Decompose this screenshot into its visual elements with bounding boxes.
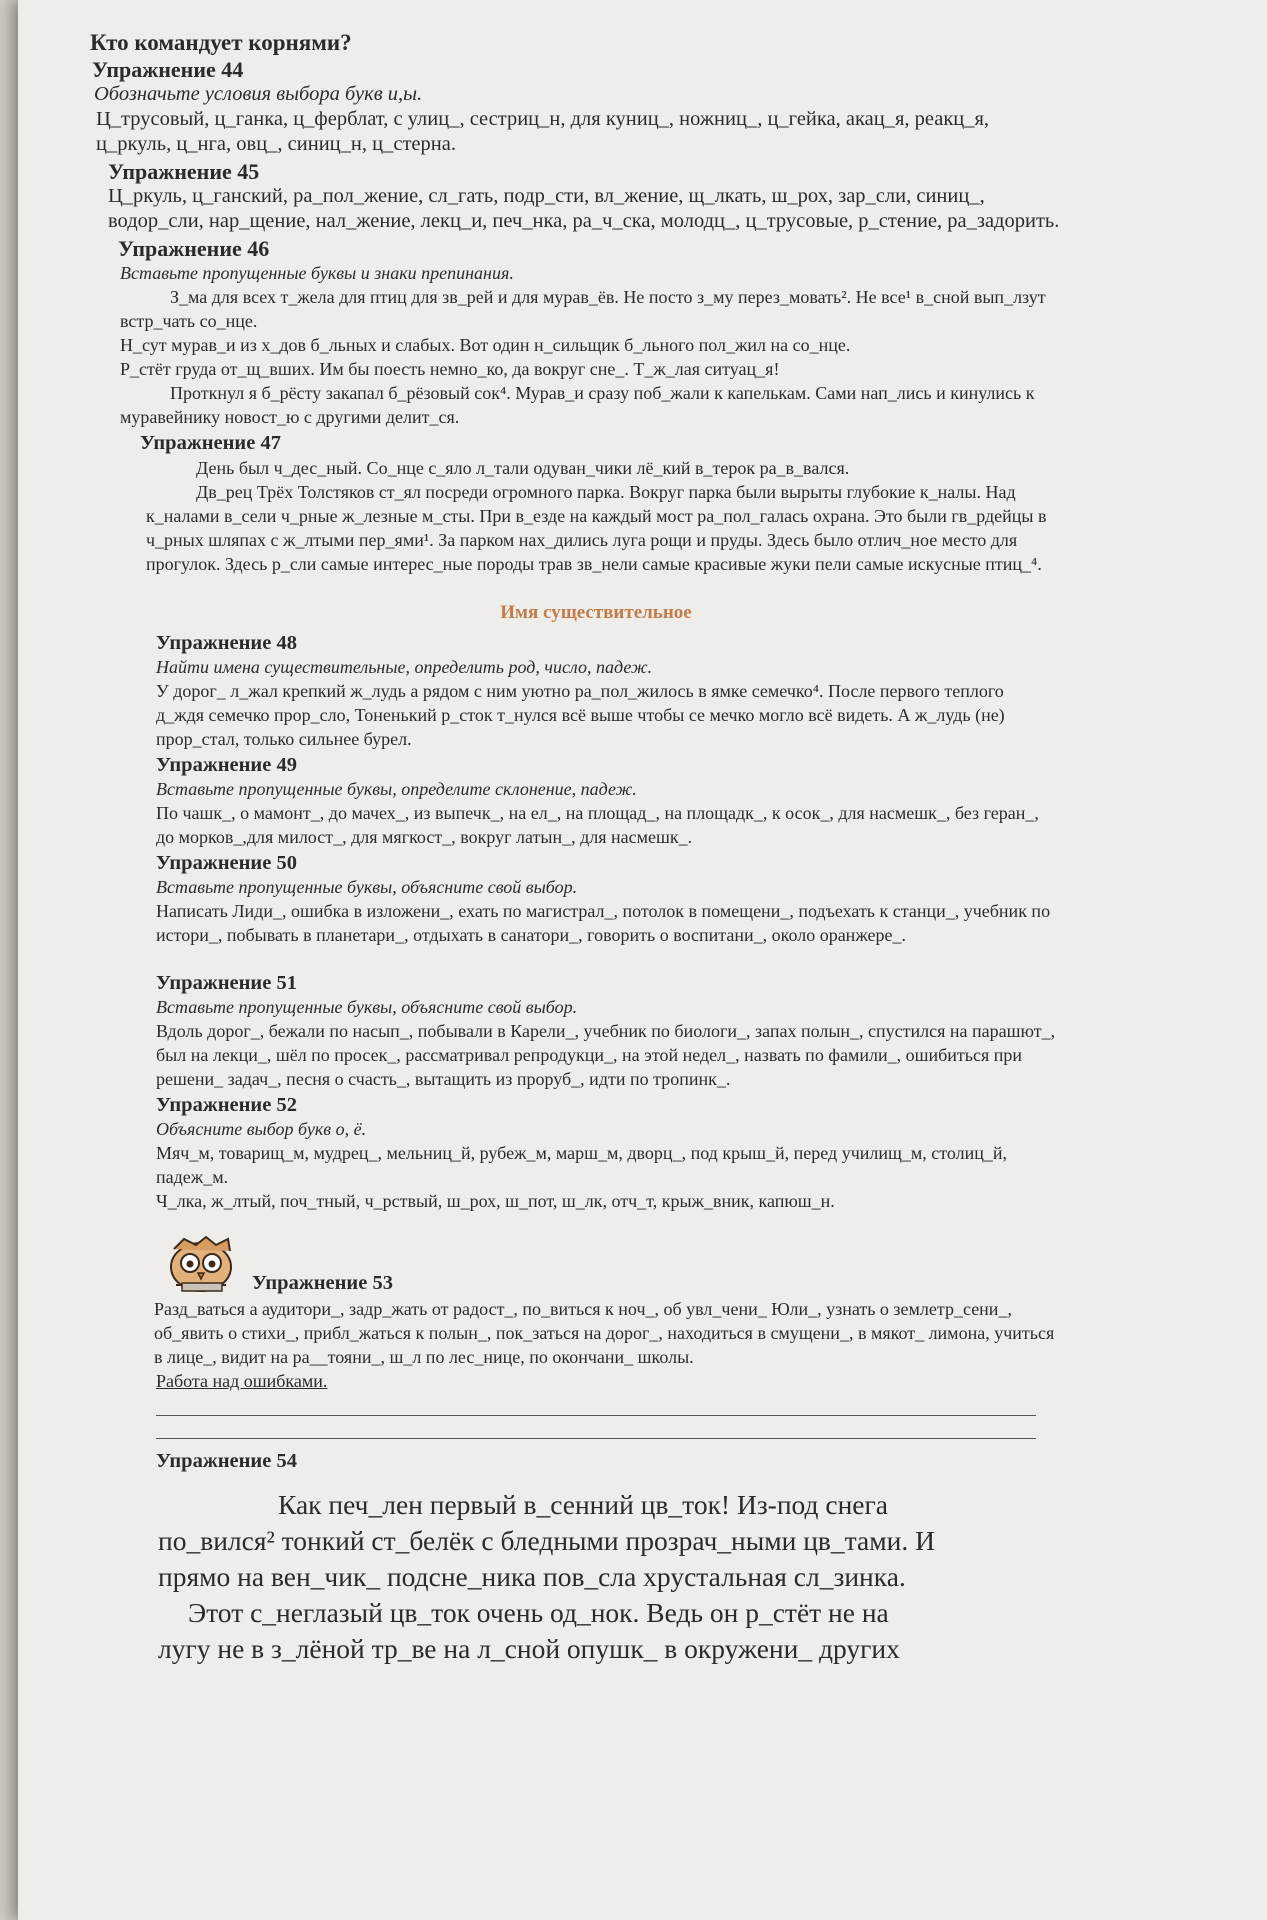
page-title: Кто командует корнями?	[90, 30, 352, 55]
exercise-51-text: Вдоль дорог_, бежали по насып_, побывали в Карели_, учебник по биологи_, запах полын_, спустился на парашют_, был на лекци_, шёл по просек_, рассматривал репродукци_, на этой недел_, назвать по фамили_, ошибиться при решени_ задач_, песня о счасть_, вытащить из проруб_, идти по тропинк_.	[156, 1021, 1056, 1089]
exercise-50-task: Вставьте пропущенные буквы, объясните свой выбор.	[156, 877, 578, 897]
exercise-46-heading: Упражнение 46	[118, 236, 270, 261]
exercise-50-text: Написать Лиди_, ошибка в изложени_, ехать по магистрал_, потолок в помещени_, подъехать к станци_, учебник по истори_, побывать в планетари_, отдыхать в санатори_, говорить о воспитани_, около оранжере_.	[156, 901, 1051, 945]
exercise-54-line-3: прямо на вен_чик_ подсне_ника пов_сла хрустальная сл_зинка.	[158, 1561, 906, 1592]
owl-illustration-icon	[156, 1227, 246, 1297]
exercise-53-header	[156, 1227, 1056, 1297]
exercise-54-line-4: Этот с_неглазый цв_ток очень од_нок. Ведь он р_стёт не на	[188, 1597, 889, 1628]
exercise-47-line-2: Дв_рец Трёх Толстяков ст_ял посреди огромного парка. Вокруг парка были вырыты глубокие к_налы. Над к_налами в_сели ч_рные ж_лезные м_сты. При в_езде на каждый мост ра_пол_галась охрана. Это были гв_рдейцы в ч_рных шляпах с ж_лтыми пер_ями¹. За парком нах_дились луга рощи и пруды. Здесь было отлич_ное место для прогулок. Здесь р_сли самые интерес_ные породы трав зв_нели самые красивые жуки пели самые искусные птиц_⁴.	[146, 482, 1047, 574]
exercise-45-text: Ц_ркуль, ц_ганский, ра_пол_жение, сл_гать, подр_сти, вл_жение, щ_лкать, ш_рох, зар_сли, синиц_, водор_сли, нар_щение, нал_жение, лекц_и, печ_нка, ра_ч_ска, молодц_, ц_трусовые, р_стение, ра_задорить.	[108, 185, 1060, 232]
exercises-48-53	[156, 631, 1056, 1473]
exercise-46-line-3: Р_стёт груда от_щ_вших. Им бы поесть немно_ко, да вокруг сне_. Т_ж_лая ситуац_я!	[120, 359, 780, 379]
exercise-49-heading: Упражнение 49	[156, 754, 297, 776]
exercise-50-heading: Упражнение 50	[156, 852, 297, 874]
exercise-48-heading: Упражнение 48	[156, 632, 297, 654]
exercise-46-task: Вставьте пропущенные буквы и знаки препинания.	[120, 263, 514, 283]
answer-line-1	[156, 1393, 1036, 1416]
exercise-54-line-2: по_вился² тонкий ст_белёк с бледными прозрач_ными цв_тами. И	[158, 1525, 935, 1556]
exercise-46-line-2: Н_сут мурав_и из х_дов б_льных и слабых. Вот один н_сильщик б_льного пол_жил на со_нце.	[120, 335, 851, 355]
exercise-54-line-5: лугу не в з_лёной тр_ве на л_сной опушк_ в окружени_ других	[158, 1633, 900, 1664]
exercise-46-line-4: Проткнул я б_рёсту закапал б_рёзовый сок⁴. Мурав_и сразу поб_жали к капелькам. Сами нап_лись и кинулись к муравейнику новост_ю с другими делит_ся.	[120, 383, 1035, 427]
exercise-52-line-2: Ч_лка, ж_лтый, поч_тный, ч_рствый, ш_рох, ш_пот, ш_лк, отч_т, крыж_вник, капюш_н.	[156, 1191, 835, 1211]
error-work-label: Работа над ошибками.	[156, 1371, 328, 1391]
exercise-52-task: Объясните выбор букв о, ё.	[156, 1119, 367, 1139]
exercise-53-heading: Упражнение 53	[252, 1272, 393, 1294]
exercise-47-line-1: День был ч_дес_ный. Со_нце с_яло л_тали одуван_чики лё_кий в_терок ра_в_вался.	[196, 458, 850, 478]
worksheet-page	[18, 0, 1267, 1920]
exercise-48-task: Найти имена существительные, определить род, число, падеж.	[156, 657, 653, 677]
exercise-49-task: Вставьте пропущенные буквы, определите склонение, падеж.	[156, 779, 637, 799]
exercise-51-heading: Упражнение 51	[156, 972, 297, 994]
section-title: Имя существительное	[500, 602, 692, 623]
exercise-51-task: Вставьте пропущенные буквы, объясните свой выбор.	[156, 997, 578, 1017]
exercise-44-text: Ц_трусовый, ц_ганка, ц_ферблат, с улиц_, сестриц_н, для куниц_, ножниц_, ц_гейка, акац_я, реакц_я, ц_ркуль, ц_нга, овц_, синиц_н, ц_стерна.	[96, 108, 990, 155]
exercise-46-line-1: З_ма для всех т_жела для птиц для зв_рей и для мурав_ёв. Не посто з_му перез_мовать². Не все¹ в_сной вып_лзут встр_чать со_нце.	[120, 287, 1046, 331]
exercise-47-heading: Упражнение 47	[140, 432, 281, 454]
exercise-52-line-1: Мяч_м, товарищ_м, мудрец_, мельниц_й, рубеж_м, марш_м, дворц_, под крыш_й, перед училищ_м, столиц_й, падеж_м.	[156, 1143, 1008, 1187]
exercise-44-task: Обозначьте условия выбора букв и,ы.	[94, 83, 423, 105]
exercise-45-heading: Упражнение 45	[108, 159, 260, 184]
exercise-44-heading: Упражнение 44	[92, 57, 244, 82]
exercise-46-body	[120, 261, 1060, 429]
exercise-47-body	[146, 456, 1066, 576]
exercise-49-text: По чашк_, о мамонт_, до мачех_, из выпечк_, на ел_, на площад_, на площадк_, к осок_, для насмешк_, без геран_, до морков_,для милост_, для мягкост_, вокруг латын_, для насмешк_.	[156, 803, 1039, 847]
exercise-53-text: Разд_ваться а аудитори_, задр_жать от радост_, по_виться к ноч_, об увл_чени_ Юли_, узнать о землетр_сени_, об_явить о стихи_, прибл_жаться к полын_, пок_заться на дорог_, находиться в смущени_, в мякот_ лимона, учиться в лице_, видит на ра__тояни_, ш_л по лес_нице, по окончани_ школы.	[154, 1299, 1055, 1367]
exercise-54-body	[158, 1487, 1058, 1667]
exercise-54-heading: Упражнение 54	[156, 1450, 297, 1472]
exercise-54-line-1: Как печ_лен первый в_сенний цв_ток! Из-под снега	[278, 1489, 888, 1520]
exercise-52-heading: Упражнение 52	[156, 1094, 297, 1116]
exercise-48-text: У дорог_ л_жал крепкий ж_лудь а рядом с ним уютно ра_пол_жилось в ямке семечко⁴. После первого теплого д_ждя семечко прор_сло, Тоненький р_сток т_нулся всё выше чтобы се мечко могло всё видеть. А ж_лудь (не) прор_стал, только сильнее бурел.	[156, 681, 1005, 749]
answer-line-2	[156, 1416, 1036, 1439]
worksheet-content	[90, 22, 1096, 1667]
spacer	[156, 947, 1056, 969]
